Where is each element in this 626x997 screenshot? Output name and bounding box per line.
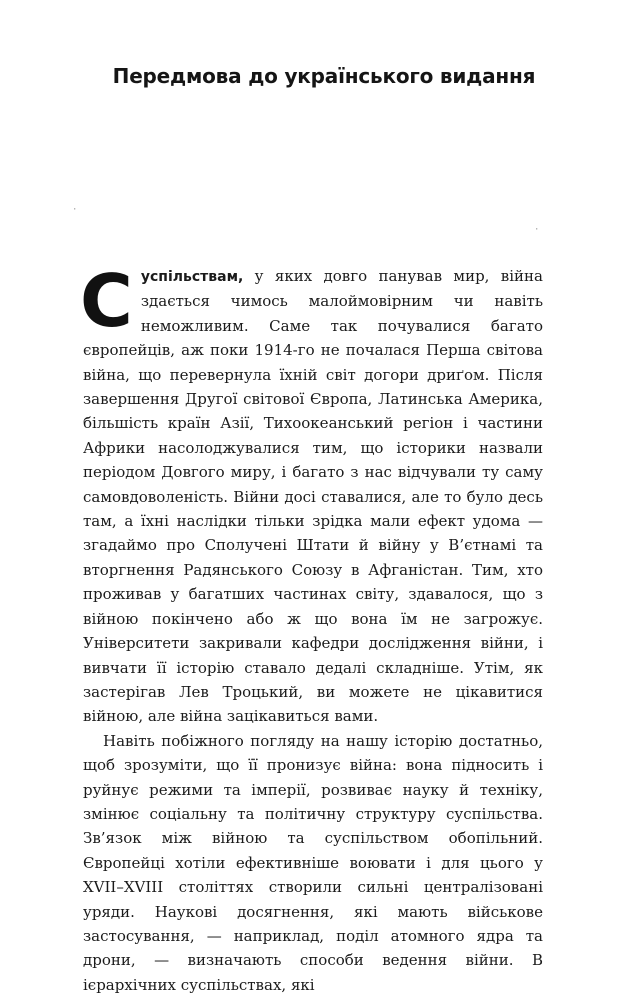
paragraph-2: Навіть побіжного погляду на нашу історію достатньо, щоб зрозуміти, що її пронизує війна: вона підносить і руйнує режими та імперії, розвиває науку й техніку, змінює соціальну та політичну структуру суспільства. Зв’язок між війною та суспільством обопільний. Європейці хотіли ефективніше воювати і для цього у XVII–XVIII століттях створили сильні централізовані уряди. Наукові досягнення, які мають військове застосування, — наприклад, поділ атомного ядра та дрони, — визначають способи ведення війни. В ієрархічних суспільствах, які (83, 731, 543, 994)
paragraph-1 (80, 259, 543, 729)
paragraph-1-text: у яких довго панував мир, війна здається чимось малоймовірним чи навіть неможливим. Саме так почувалися багато європейців, аж поки 1914-го не почалася Перша світова війна, що перевернула їхній світ догори дриґом. Після завершення Другої світової Європа, Латинська Америка, більшість країн Азії, Тихоокеанський регіон і частини Африки насолоджувалися тим, що історики назвали періодом Довгого миру, і багато з нас відчували ту саму самовдоволеність. Війни досі ставалися, але то було десь там, а їхні наслідки тільки зрідка мали ефект удома — згадаймо про Сполучені Штати й війну у В’єтнамі та вторгнення Радянського Союзу в Афганістан. Тим, хто проживав у багатших частинах світу, здавалося, що з війною покінчено або ж що вона їм не загрожує. Університети закривали кафедри дослідження війни, і вивчати її історію ставало дедалі складніше. Утім, як застерігав Лев Троцький, ви можете не цікавитися війною, але війна зацікавиться вами. (83, 267, 543, 726)
page-title: Передмова до українського видання (112, 64, 536, 88)
margin-mark: · (534, 225, 540, 235)
lead-in-word: успільствам, (140, 269, 244, 285)
margin-mark: · (72, 205, 78, 215)
body-text (80, 259, 543, 997)
drop-cap: С (80, 259, 133, 343)
